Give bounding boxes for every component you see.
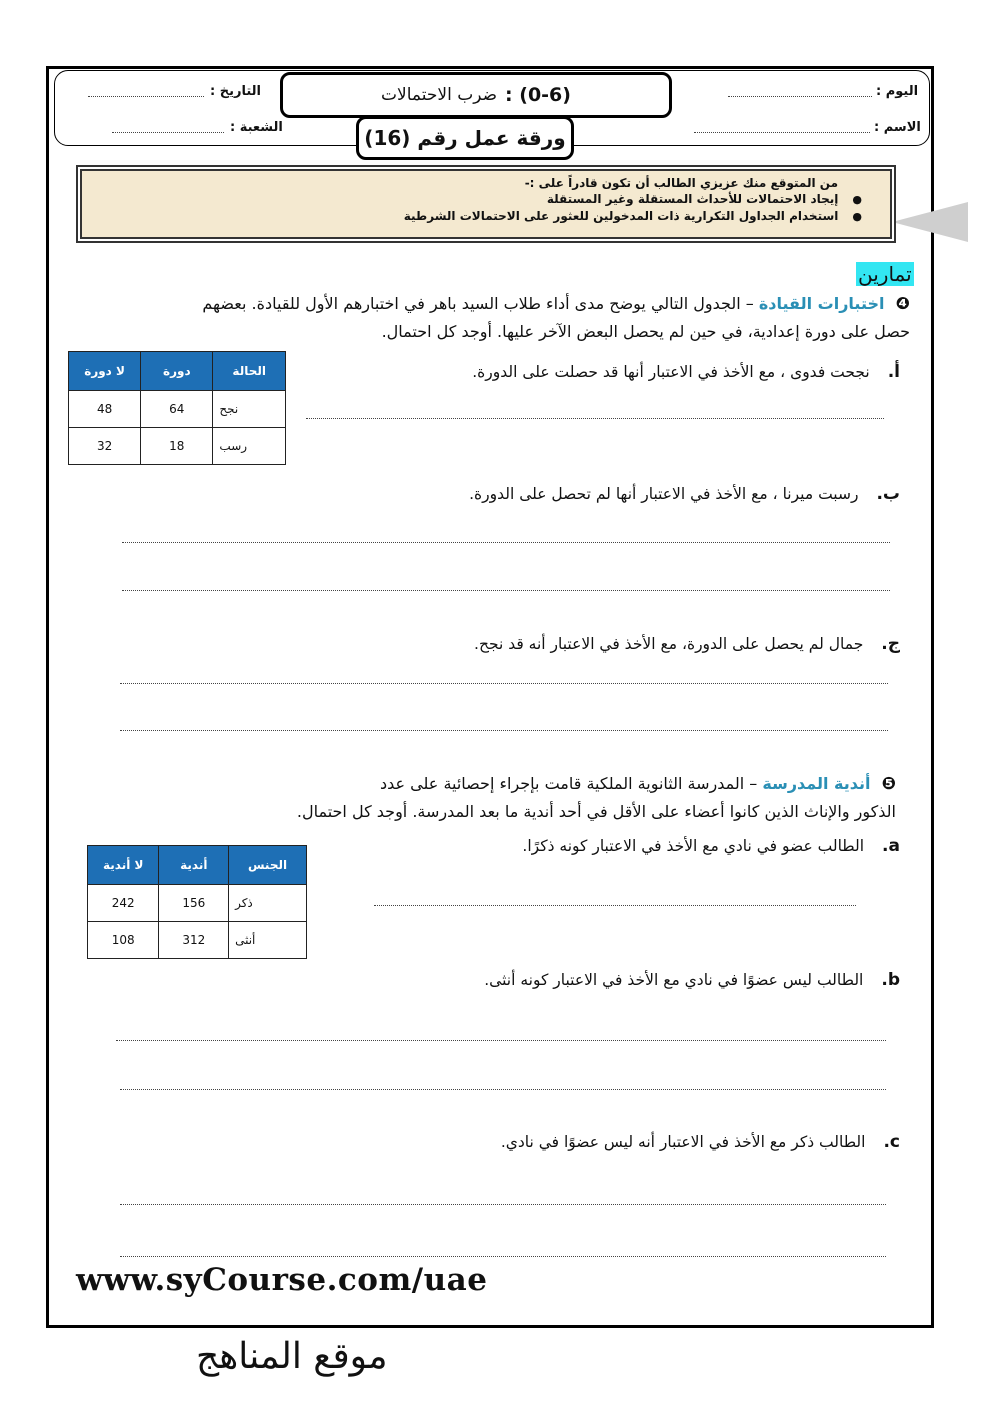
question-text: جمال لم يحصل على الدورة، مع الأخذ في الاعتبار أنه قد نجح.	[474, 635, 864, 653]
day-field[interactable]	[728, 96, 872, 97]
question-text: الطالب ذكر مع الأخذ في الاعتبار أنه ليس عضوًا في نادي.	[500, 1133, 866, 1151]
objectives-box	[76, 165, 896, 243]
question-5c	[340, 1132, 900, 1152]
exercise-5-number: ❺	[881, 774, 896, 794]
answer-line[interactable]	[374, 905, 856, 906]
exercise-4-number: ❹	[895, 294, 910, 314]
col-header-clubs: أندية	[159, 846, 229, 885]
col-header-gender: الجنس	[229, 846, 307, 885]
clubs-table	[87, 845, 307, 959]
footer-url[interactable]: www.syCourse.com/uae	[76, 1262, 488, 1298]
exercise-4-line1: – الجدول التالي يوضح مدى أداء طلاب السيد باهر في اختبارهم الأول للقيادة. بعضهم	[202, 294, 754, 313]
name-label: الاسم :	[874, 120, 921, 135]
answer-line[interactable]	[122, 590, 890, 591]
lesson-title: ضرب الاحتمالات	[381, 85, 498, 105]
answer-line[interactable]	[120, 1204, 886, 1205]
exercise-5-line2: الذكور والإناث الذين كانوا أعضاء على الأقل في أحد أندية ما بعد المدرسة. أوجد كل احتمال.	[296, 802, 896, 821]
exercise-5-line1: – المدرسة الثانوية الملكية قامت بإجراء إحصائية على عدد	[380, 774, 758, 793]
answer-line[interactable]	[120, 1256, 886, 1257]
question-4c	[300, 634, 900, 654]
exercise-4-text	[96, 290, 910, 346]
answer-line[interactable]	[122, 542, 890, 543]
cell-gender: أنثى	[229, 922, 307, 959]
question-text: الطالب عضو في نادي مع الأخذ في الاعتبار كونه ذكرًا.	[522, 837, 865, 855]
worksheet-title: ورقة عمل رقم (16)	[356, 116, 574, 160]
col-header-no-course: لا دورة	[69, 352, 141, 391]
cell-status: رسب	[213, 428, 286, 465]
cell-course: 64	[141, 391, 213, 428]
question-4a	[300, 362, 900, 382]
col-header-status: الحالة	[213, 352, 286, 391]
footer-site-name: موقع المناهج	[196, 1336, 388, 1377]
name-field[interactable]	[694, 132, 870, 133]
cell-gender: ذكر	[229, 885, 307, 922]
objective-item: ● استخدام الجداول التكرارية ذات المدخولين للعثور على الاحتمالات الشرطية	[82, 208, 862, 225]
question-label: ب.	[876, 484, 900, 504]
col-header-course: دورة	[141, 352, 213, 391]
driving-table	[68, 351, 286, 465]
table-row	[69, 391, 286, 428]
cell-no-course: 32	[69, 428, 141, 465]
cell-no-course: 48	[69, 391, 141, 428]
question-text: رسبت ميرنا ، مع الأخذ في الاعتبار أنها لم تحصل على الدورة.	[469, 485, 859, 503]
answer-line[interactable]	[116, 1040, 886, 1041]
cell-no-clubs: 108	[88, 922, 159, 959]
day-label: اليوم :	[876, 84, 919, 99]
section-field[interactable]	[112, 132, 224, 133]
section-label: الشعبة :	[230, 120, 283, 135]
objective-item: ● إيجاد الاحتمالات للأحداث المستقلة وغير المستقلة	[82, 191, 862, 208]
lesson-title-box	[280, 72, 672, 118]
objectives-arrow	[892, 202, 968, 242]
exercise-4-topic: اختبارات القيادة	[758, 294, 885, 313]
table-row	[69, 428, 286, 465]
objectives-intro: من المتوقع منك عزيزي الطالب أن تكون قادراً على :-	[524, 176, 838, 190]
date-label: التاريخ :	[210, 84, 261, 99]
question-label: a.	[882, 836, 900, 856]
question-5b	[340, 970, 900, 990]
question-4b	[300, 484, 900, 504]
answer-line[interactable]	[306, 418, 884, 419]
date-field[interactable]	[88, 96, 204, 97]
question-text: الطالب ليس عضوًا في نادي مع الأخذ في الاعتبار كونه أنثى.	[484, 971, 864, 989]
cell-no-clubs: 242	[88, 885, 159, 922]
answer-line[interactable]	[120, 1089, 886, 1090]
col-header-no-clubs: لا أندية	[88, 846, 159, 885]
table-row	[88, 922, 307, 959]
exercise-4-line2: حصل على دورة إعدادية، في حين لم يحصل البعض الآخر عليها. أوجد كل احتمال.	[381, 322, 910, 341]
cell-status: نجح	[213, 391, 286, 428]
question-label: أ.	[887, 362, 900, 382]
question-text: نجحت فدوى ، مع الأخذ في الاعتبار أنها قد حصلت على الدورة.	[472, 363, 870, 381]
question-label: ج.	[881, 634, 900, 654]
question-label: b.	[881, 970, 900, 990]
exercise-5-topic: أندية المدرسة	[762, 774, 871, 793]
exercise-5-text	[116, 770, 896, 826]
table-row	[88, 885, 307, 922]
cell-clubs: 156	[159, 885, 229, 922]
answer-line[interactable]	[120, 730, 888, 731]
cell-clubs: 312	[159, 922, 229, 959]
question-label: c.	[883, 1132, 900, 1152]
question-5a	[340, 836, 900, 856]
answer-line[interactable]	[120, 683, 888, 684]
lesson-code: (0-6) :	[505, 84, 571, 106]
section-title: تمارين	[858, 262, 912, 286]
cell-course: 18	[141, 428, 213, 465]
